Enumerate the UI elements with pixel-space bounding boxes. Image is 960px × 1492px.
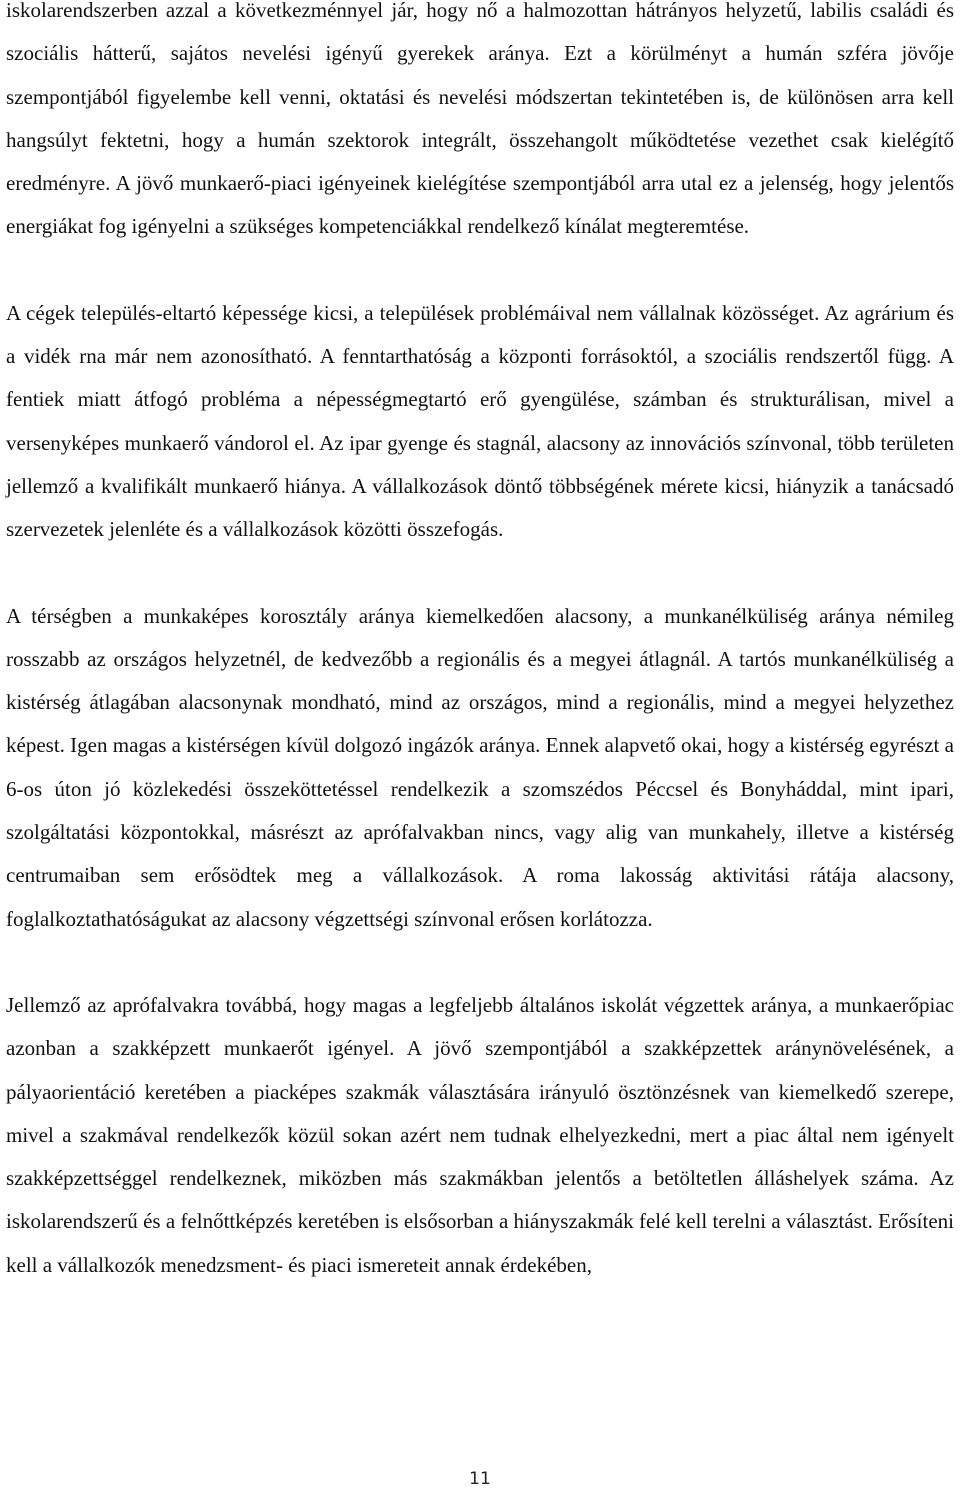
document-page [6, 0, 954, 1287]
paragraph-1: iskolarendszerben azzal a következménnyel jár, hogy nő a halmozottan hátrányos helyzetű, labilis családi és szociális hátterű, sajátos nevelési igényű gyerekek aránya. Ezt a körülményt a humán szféra jövője szempontjából figyelembe kell venni, oktatási és nevelési módszertan tekintetében is, de különösen arra kell hangsúlyt fektetni, hogy a humán szektorok integrált, összehangolt működtetése vezethet csak kielégítő eredményre. A jövő munkaerő-piaci igényeinek kielégítése szempontjából arra utal ez a jelenség, hogy jelentős energiákat fog igényelni a szükséges kompetenciákkal rendelkező kínálat megteremtése. [6, 0, 954, 239]
page-number: 11 [469, 1469, 491, 1489]
paragraph-gap [6, 552, 954, 595]
paragraph-4: Jellemző az aprófalvakra továbbá, hogy magas a legfeljebb általános iskolát végzettek aránya, a munkaerőpiac azonban a szakképzett munkaerőt igényel. A jövő szempontjából a szakképzettek aránynövelésének, a pályaorientáció keretében a piacképes szakmák választására irányuló ösztönzésnek van kiemelkedő szerepe, mivel a szakmával rendelkezők közül sokan azért nem tudnak elhelyezkedni, mert a piac által nem igényelt szakképzettséggel rendelkeznek, miközben más szakmákban jelentős a betöltetlen álláshelyek száma. Az iskolarendszerű és a felnőttképzés keretében is elsősorban a hiányszakmák felé kell terelni a választást. Erősíteni kell a vállalkozók menedzsment- és piaci ismereteit annak érdekében, [6, 992, 954, 1277]
paragraph-3: A térségben a munkaképes korosztály aránya kiemelkedően alacsony, a munkanélküliség aránya némileg rosszabb az országos helyzetnél, de kedvezőbb a regionális és a megyei átlagnál. A tartós munkanélküliség a kistérség átlagában alacsonynak mondható, mind az országos, mind a regionális, mind a megyei helyzethez képest. Igen magas a kistérségen kívül dolgozó ingázók aránya. Ennek alapvető okai, hogy a kistérség egyrészt a 6-os úton jó közlekedési összeköttetéssel rendelkezik a szomszédos Péccsel és Bonyháddal, mint ipari, szolgáltatási központokkal, másrészt az aprófalvakban nincs, vagy alig van munkahely, illetve a kistérség centrumaiban sem erősödtek meg a vállalkozások. A roma lakosság aktivitási rátája alacsony, foglalkoztathatóságukat az alacsony végzettségi színvonal erősen korlátozza. [6, 603, 954, 931]
paragraph-2: A cégek település-eltartó képessége kicsi, a települések problémáival nem vállalnak közösséget. Az agrárium és a vidék rna már nem azonosítható. A fenntarthatóság a központi forrásoktól, a szociális rendszertől függ. A fentiek miatt átfogó probléma a népességmegtartó erő gyengülése, számban és strukturálisan, mivel a versenyképes munkaerő vándorol el. Az ipar gyenge és stagnál, alacsony az innovációs színvonal, több területen jellemző a kvalifikált munkaerő hiánya. A vállalkozások döntő többségének mérete kicsi, hiányzik a tanácsadó szervezetek jelenléte és a vállalkozások közötti összefogás. [6, 300, 954, 542]
paragraph-gap [6, 941, 954, 984]
paragraph-gap [6, 249, 954, 292]
